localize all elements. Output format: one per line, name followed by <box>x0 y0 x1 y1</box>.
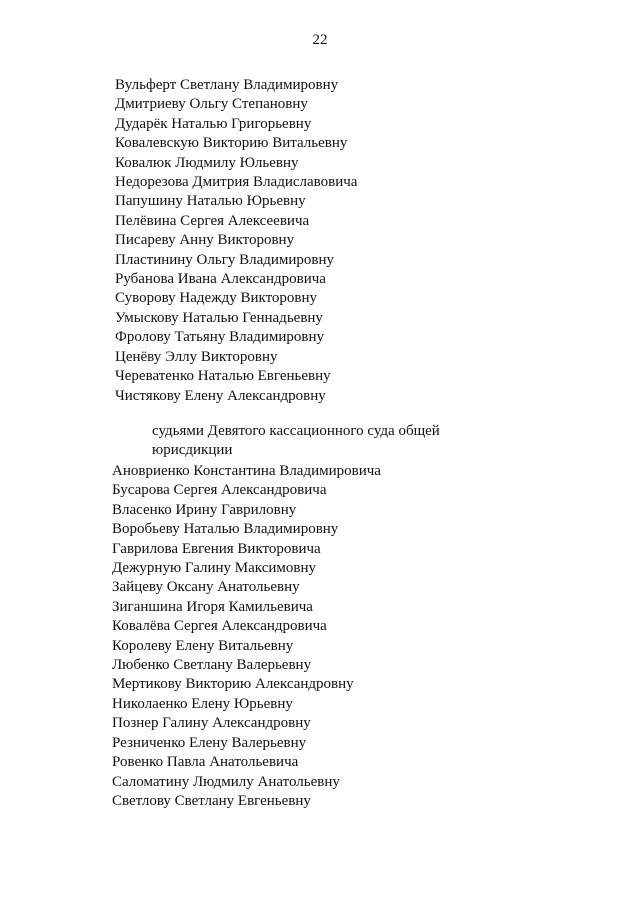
list-item: Власенко Ирину Гавриловну <box>112 501 297 518</box>
list-item: Саломатину Людмилу Анатольевну <box>112 773 340 790</box>
list-item: Познер Галину Александровну <box>112 715 311 732</box>
list-item: Писареву Анну Викторовну <box>115 232 295 249</box>
list-item: Чистякову Елену Александровну <box>115 387 326 404</box>
list-item: Ценёву Эллу Викторовну <box>115 348 278 365</box>
list-item: Умыскову Наталью Геннадьевну <box>115 309 323 326</box>
list-item: Ковалёва Сергея Александровича <box>112 618 327 635</box>
list-item: Недорезова Дмитрия Владиславовича <box>115 174 358 191</box>
list-item: Дмитриеву Ольгу Степановну <box>115 96 308 113</box>
list-item: Мертикову Викторию Александровну <box>112 676 354 693</box>
judges-list-1 <box>115 76 357 406</box>
list-item: Резниченко Елену Валерьевну <box>112 734 307 751</box>
list-item: Зайцеву Оксану Анатольевну <box>112 579 300 596</box>
list-item: Любенко Светлану Валерьевну <box>112 657 312 674</box>
section-heading-line-1: судьями Девятого кассационного суда общей <box>152 423 440 439</box>
list-item: Ровенко Павла Анатольевича <box>112 754 299 771</box>
section-heading <box>152 422 482 461</box>
list-item: Зиганшина Игоря Камильевича <box>112 598 313 615</box>
list-item: Ановриенко Константина Владимировича <box>112 463 381 479</box>
list-item: Пелёвина Сергея Алексеевича <box>115 212 310 229</box>
list-item: Фролову Татьяну Владимировну <box>115 329 325 346</box>
list-item: Бусарова Сергея Александровича <box>112 482 327 499</box>
list-item: Ковалевскую Викторию Витальевну <box>115 135 348 152</box>
list-item: Светлову Светлану Евгеньевну <box>112 792 311 809</box>
list-item: Вульферт Светлану Владимировну <box>115 77 339 93</box>
list-item: Ковалюк Людмилу Юльевну <box>115 154 299 171</box>
list-item: Королеву Елену Витальевну <box>112 637 294 654</box>
list-item: Череватенко Наталью Евгеньевну <box>115 368 331 385</box>
page-number: 22 <box>312 32 328 48</box>
list-item: Рубанова Ивана Александровича <box>115 271 326 288</box>
list-item: Суворову Надежду Викторовну <box>115 290 318 307</box>
list-item: Николаенко Елену Юрьевну <box>112 695 293 712</box>
list-item: Дударёк Наталью Григорьевну <box>115 115 312 132</box>
section-heading-line-2: юрисдикции <box>152 442 233 459</box>
list-item: Гаврилова Евгения Викторовича <box>112 540 321 557</box>
judges-list-2 <box>112 462 381 811</box>
list-item: Пластинину Ольгу Владимировну <box>115 251 335 268</box>
list-item: Папушину Наталью Юрьевну <box>115 193 306 210</box>
list-item: Дежурную Галину Максимовну <box>112 560 316 577</box>
list-item: Воробьеву Наталью Владимировну <box>112 521 339 538</box>
